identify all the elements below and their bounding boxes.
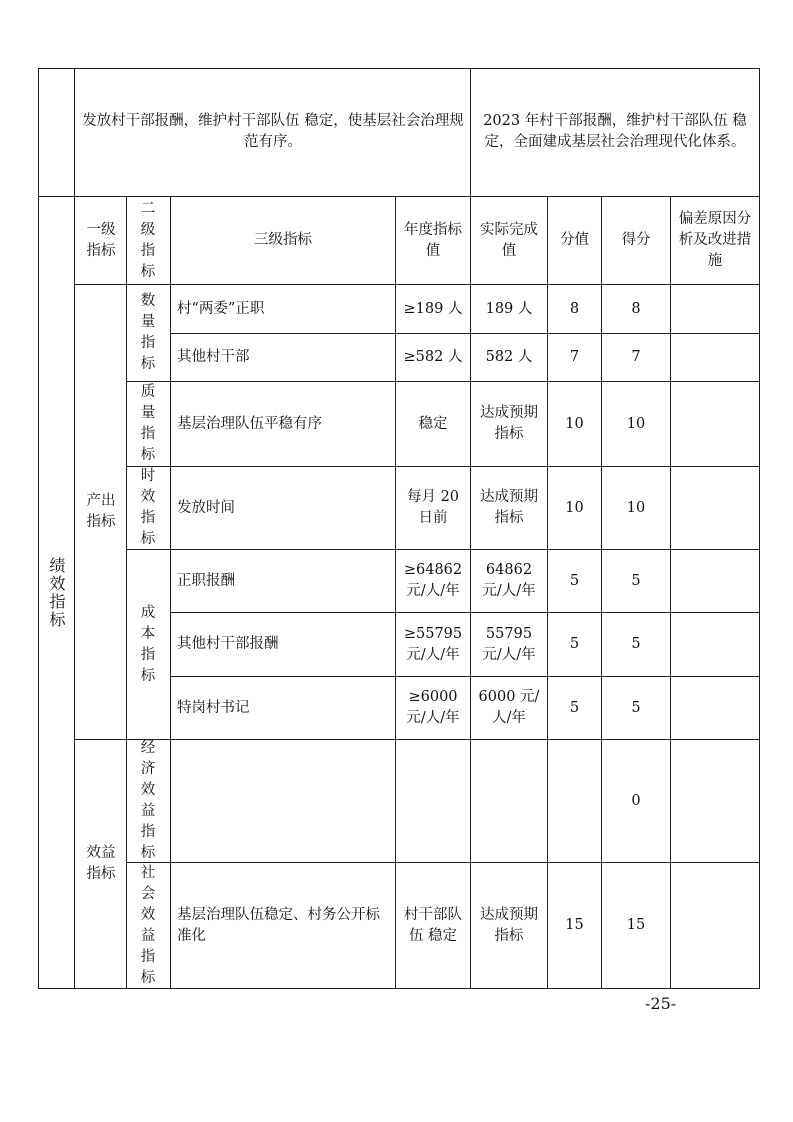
header-score-value: 分值 <box>560 232 589 248</box>
group-benefit: 效益指标 <box>86 845 116 882</box>
value-cell: 5 <box>569 636 580 652</box>
value-cell: 5 <box>569 699 580 716</box>
vline-level3 <box>395 196 396 989</box>
score-cell: 8 <box>631 300 641 317</box>
actual-cell: 达成预期指标 <box>480 405 538 442</box>
subgroup-quantity: 数量指标 <box>140 293 156 372</box>
subgroup-social: 社会效益指标 <box>140 864 156 986</box>
indicator-cell: 村“两委”正职 <box>177 300 265 317</box>
value-cell: 8 <box>569 300 580 317</box>
table-border-top <box>38 68 760 69</box>
target-cell: ≥189 人 <box>403 300 463 317</box>
score-cell: 10 <box>626 499 646 516</box>
value-cell: 7 <box>569 349 580 365</box>
note-cell <box>671 550 759 612</box>
indicator-cell: 其他村干部 <box>177 349 250 365</box>
indicator-cell: 特岗村书记 <box>177 699 250 716</box>
note-cell <box>671 863 759 988</box>
subgroup-economic: 经济效益指标 <box>140 740 156 861</box>
note-cell <box>671 382 759 466</box>
subgroup-cost: 成本指标 <box>140 604 156 684</box>
top-row-text-right: 2023 年村干部报酬，维护村干部队伍 稳定，全面建成基层社会治理现代化体系。 <box>483 113 747 150</box>
actual-cell: 6000 元/人/年 <box>478 689 540 726</box>
border-right <box>759 68 760 989</box>
value-cell: 15 <box>565 917 584 933</box>
note-cell <box>671 334 759 381</box>
value-cell: 5 <box>569 572 580 589</box>
vline-level1 <box>126 196 127 989</box>
vline-level2 <box>170 196 171 989</box>
value-cell: 10 <box>565 415 584 432</box>
indicator-cell <box>177 740 393 862</box>
note-cell <box>671 740 759 862</box>
vline-section <box>74 68 75 989</box>
actual-cell: 55795 元/人/年 <box>482 625 536 663</box>
target-cell: ≥582 人 <box>403 349 463 365</box>
score-cell: 5 <box>631 572 641 589</box>
actual-cell: 189 人 <box>485 300 533 317</box>
target-cell: ≥55795 元/人/年 <box>403 625 463 663</box>
actual-cell: 582 人 <box>485 349 533 365</box>
target-cell: 稳定 <box>418 415 448 432</box>
vline-target <box>470 196 471 989</box>
top-row-text-left: 发放村干部报酬，维护村干部队伍 稳定，使基层社会治理规范有序。 <box>82 113 464 150</box>
score-cell: 5 <box>631 636 641 652</box>
note-cell <box>671 677 759 739</box>
indicator-cell: 正职报酬 <box>177 572 235 589</box>
indicator-cell: 基层治理队伍平稳有序 <box>177 415 322 432</box>
score-cell: 15 <box>626 917 646 933</box>
target-cell: ≥6000 元/人/年 <box>406 689 460 726</box>
score-cell: 10 <box>626 415 646 432</box>
actual-cell <box>472 740 546 862</box>
indicator-cell: 基层治理队伍稳定、村务公开标准化 <box>177 906 380 944</box>
page-number: -25- <box>645 994 677 1013</box>
value-cell: 10 <box>565 499 584 516</box>
note-cell <box>671 467 759 549</box>
actual-cell: 达成预期指标 <box>480 489 538 526</box>
score-cell: 0 <box>631 792 641 809</box>
subgroup-quality: 质量指标 <box>140 384 156 463</box>
vline-top-mid <box>470 68 471 196</box>
indicator-cell: 其他村干部报酬 <box>177 636 279 652</box>
header-level1: 一级指标 <box>86 221 116 259</box>
header-score-got: 得分 <box>621 232 651 248</box>
section-label-performance: 绩效指标 <box>47 556 66 629</box>
score-cell: 5 <box>631 699 641 716</box>
target-cell: ≥64862 元/人/年 <box>403 562 463 599</box>
header-annual-target: 年度指标值 <box>404 221 462 259</box>
header-actual: 实际完成值 <box>480 221 538 259</box>
score-cell: 7 <box>631 349 641 365</box>
subgroup-timeliness: 时效指标 <box>140 468 156 547</box>
actual-cell: 达成预期指标 <box>480 906 538 944</box>
value-cell <box>548 740 601 862</box>
note-cell <box>671 613 759 676</box>
target-cell: 每月 20 日前 <box>406 489 460 526</box>
header-level2: 二级指标 <box>140 200 156 280</box>
header-level3: 三级指标 <box>254 232 312 248</box>
target-cell <box>397 740 469 862</box>
target-cell: 村干部队伍 稳定 <box>404 906 462 944</box>
header-deviation: 偏差原因分析及改进措施 <box>678 211 752 269</box>
actual-cell: 64862 元/人/年 <box>482 562 536 599</box>
note-cell <box>671 285 759 333</box>
group-output: 产出指标 <box>86 493 116 530</box>
indicator-cell: 发放时间 <box>177 499 235 516</box>
